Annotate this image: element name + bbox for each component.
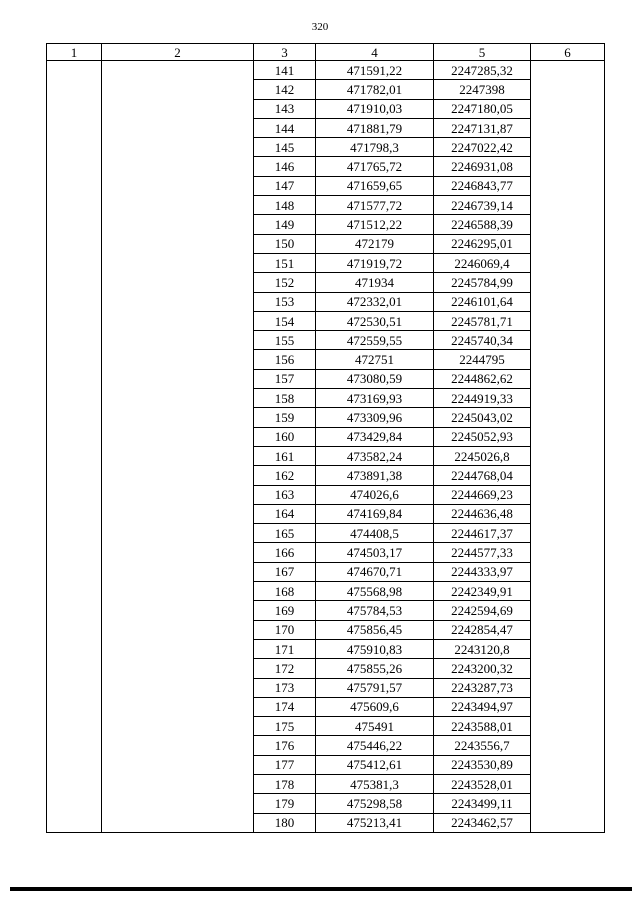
blank-cell-col-1 <box>47 61 102 833</box>
point-number-cell: 155 <box>254 331 316 350</box>
point-number-cell: 149 <box>254 215 316 234</box>
x-coordinate-cell: 473080,59 <box>316 369 434 388</box>
point-number-cell: 169 <box>254 601 316 620</box>
y-coordinate-cell: 2243120,8 <box>434 639 531 658</box>
x-coordinate-cell: 474026,6 <box>316 485 434 504</box>
y-coordinate-cell: 2242349,91 <box>434 582 531 601</box>
y-coordinate-cell: 2243556,7 <box>434 736 531 755</box>
x-coordinate-cell: 475784,53 <box>316 601 434 620</box>
column-header-4: 4 <box>316 44 434 61</box>
y-coordinate-cell: 2245740,34 <box>434 331 531 350</box>
y-coordinate-cell: 2245043,02 <box>434 408 531 427</box>
point-number-cell: 141 <box>254 61 316 80</box>
x-coordinate-cell: 473582,24 <box>316 446 434 465</box>
blank-cell-col-2 <box>102 61 254 833</box>
point-number-cell: 168 <box>254 582 316 601</box>
point-number-cell: 173 <box>254 678 316 697</box>
x-coordinate-cell: 475213,41 <box>316 813 434 832</box>
point-number-cell: 161 <box>254 446 316 465</box>
x-coordinate-cell: 475609,6 <box>316 697 434 716</box>
x-coordinate-cell: 474408,5 <box>316 524 434 543</box>
point-number-cell: 178 <box>254 774 316 793</box>
y-coordinate-cell: 2242854,47 <box>434 620 531 639</box>
column-header-5: 5 <box>434 44 531 61</box>
point-number-cell: 170 <box>254 620 316 639</box>
point-number-cell: 147 <box>254 176 316 195</box>
point-number-cell: 157 <box>254 369 316 388</box>
y-coordinate-cell: 2246101,64 <box>434 292 531 311</box>
column-header-2: 2 <box>102 44 254 61</box>
x-coordinate-cell: 475856,45 <box>316 620 434 639</box>
point-number-cell: 171 <box>254 639 316 658</box>
x-coordinate-cell: 471782,01 <box>316 80 434 99</box>
point-number-cell: 146 <box>254 157 316 176</box>
table-header-row <box>47 44 605 61</box>
y-coordinate-cell: 2244333,97 <box>434 562 531 581</box>
y-coordinate-cell: 2243494,97 <box>434 697 531 716</box>
point-number-cell: 166 <box>254 543 316 562</box>
point-number-cell: 165 <box>254 524 316 543</box>
x-coordinate-cell: 473891,38 <box>316 466 434 485</box>
x-coordinate-cell: 473169,93 <box>316 389 434 408</box>
y-coordinate-cell: 2246069,4 <box>434 253 531 272</box>
column-header-1: 1 <box>47 44 102 61</box>
y-coordinate-cell: 2244617,37 <box>434 524 531 543</box>
y-coordinate-cell: 2242594,69 <box>434 601 531 620</box>
point-number-cell: 151 <box>254 253 316 272</box>
y-coordinate-cell: 2243499,11 <box>434 794 531 813</box>
x-coordinate-cell: 475791,57 <box>316 678 434 697</box>
y-coordinate-cell: 2244795 <box>434 350 531 369</box>
y-coordinate-cell: 2246295,01 <box>434 234 531 253</box>
y-coordinate-cell: 2243588,01 <box>434 717 531 736</box>
point-number-cell: 174 <box>254 697 316 716</box>
y-coordinate-cell: 2243528,01 <box>434 774 531 793</box>
table-row <box>47 61 605 80</box>
point-number-cell: 179 <box>254 794 316 813</box>
point-number-cell: 142 <box>254 80 316 99</box>
coordinates-table <box>46 43 605 833</box>
y-coordinate-cell: 2247022,42 <box>434 138 531 157</box>
page-number: 320 <box>311 21 329 33</box>
point-number-cell: 163 <box>254 485 316 504</box>
point-number-cell: 167 <box>254 562 316 581</box>
y-coordinate-cell: 2244636,48 <box>434 504 531 523</box>
y-coordinate-cell: 2247180,05 <box>434 99 531 118</box>
point-number-cell: 159 <box>254 408 316 427</box>
point-number-cell: 177 <box>254 755 316 774</box>
x-coordinate-cell: 471659,65 <box>316 176 434 195</box>
x-coordinate-cell: 475446,22 <box>316 736 434 755</box>
point-number-cell: 160 <box>254 427 316 446</box>
y-coordinate-cell: 2244669,23 <box>434 485 531 504</box>
x-coordinate-cell: 474169,84 <box>316 504 434 523</box>
x-coordinate-cell: 475855,26 <box>316 659 434 678</box>
point-number-cell: 175 <box>254 717 316 736</box>
x-coordinate-cell: 472751 <box>316 350 434 369</box>
y-coordinate-cell: 2245781,71 <box>434 311 531 330</box>
y-coordinate-cell: 2247131,87 <box>434 118 531 137</box>
point-number-cell: 162 <box>254 466 316 485</box>
point-number-cell: 172 <box>254 659 316 678</box>
x-coordinate-cell: 471910,03 <box>316 99 434 118</box>
y-coordinate-cell: 2244862,62 <box>434 369 531 388</box>
x-coordinate-cell: 475298,58 <box>316 794 434 813</box>
x-coordinate-cell: 471765,72 <box>316 157 434 176</box>
y-coordinate-cell: 2246588,39 <box>434 215 531 234</box>
y-coordinate-cell: 2243530,89 <box>434 755 531 774</box>
y-coordinate-cell: 2246739,14 <box>434 196 531 215</box>
point-number-cell: 148 <box>254 196 316 215</box>
point-number-cell: 150 <box>254 234 316 253</box>
y-coordinate-cell: 2244919,33 <box>434 389 531 408</box>
point-number-cell: 144 <box>254 118 316 137</box>
x-coordinate-cell: 475412,61 <box>316 755 434 774</box>
x-coordinate-cell: 471577,72 <box>316 196 434 215</box>
point-number-cell: 143 <box>254 99 316 118</box>
x-coordinate-cell: 474503,17 <box>316 543 434 562</box>
x-coordinate-cell: 472530,51 <box>316 311 434 330</box>
y-coordinate-cell: 2244768,04 <box>434 466 531 485</box>
x-coordinate-cell: 472332,01 <box>316 292 434 311</box>
point-number-cell: 156 <box>254 350 316 369</box>
column-header-3: 3 <box>254 44 316 61</box>
x-coordinate-cell: 471512,22 <box>316 215 434 234</box>
table-body <box>47 61 605 833</box>
y-coordinate-cell: 2243200,32 <box>434 659 531 678</box>
y-coordinate-cell: 2246843,77 <box>434 176 531 195</box>
x-coordinate-cell: 471934 <box>316 273 434 292</box>
x-coordinate-cell: 471798,3 <box>316 138 434 157</box>
y-coordinate-cell: 2246931,08 <box>434 157 531 176</box>
point-number-cell: 154 <box>254 311 316 330</box>
x-coordinate-cell: 471881,79 <box>316 118 434 137</box>
point-number-cell: 152 <box>254 273 316 292</box>
y-coordinate-cell: 2243462,57 <box>434 813 531 832</box>
x-coordinate-cell: 475491 <box>316 717 434 736</box>
point-number-cell: 158 <box>254 389 316 408</box>
y-coordinate-cell: 2245052,93 <box>434 427 531 446</box>
x-coordinate-cell: 471919,72 <box>316 253 434 272</box>
y-coordinate-cell: 2245784,99 <box>434 273 531 292</box>
x-coordinate-cell: 471591,22 <box>316 61 434 80</box>
y-coordinate-cell: 2243287,73 <box>434 678 531 697</box>
bottom-rule <box>10 887 632 891</box>
point-number-cell: 153 <box>254 292 316 311</box>
x-coordinate-cell: 474670,71 <box>316 562 434 581</box>
point-number-cell: 176 <box>254 736 316 755</box>
x-coordinate-cell: 475568,98 <box>316 582 434 601</box>
point-number-cell: 180 <box>254 813 316 832</box>
x-coordinate-cell: 473309,96 <box>316 408 434 427</box>
x-coordinate-cell: 473429,84 <box>316 427 434 446</box>
y-coordinate-cell: 2247398 <box>434 80 531 99</box>
point-number-cell: 164 <box>254 504 316 523</box>
x-coordinate-cell: 472179 <box>316 234 434 253</box>
column-header-6: 6 <box>531 44 605 61</box>
y-coordinate-cell: 2244577,33 <box>434 543 531 562</box>
point-number-cell: 145 <box>254 138 316 157</box>
blank-cell-col-6 <box>531 61 605 833</box>
y-coordinate-cell: 2247285,32 <box>434 61 531 80</box>
x-coordinate-cell: 475381,3 <box>316 774 434 793</box>
y-coordinate-cell: 2245026,8 <box>434 446 531 465</box>
x-coordinate-cell: 472559,55 <box>316 331 434 350</box>
x-coordinate-cell: 475910,83 <box>316 639 434 658</box>
